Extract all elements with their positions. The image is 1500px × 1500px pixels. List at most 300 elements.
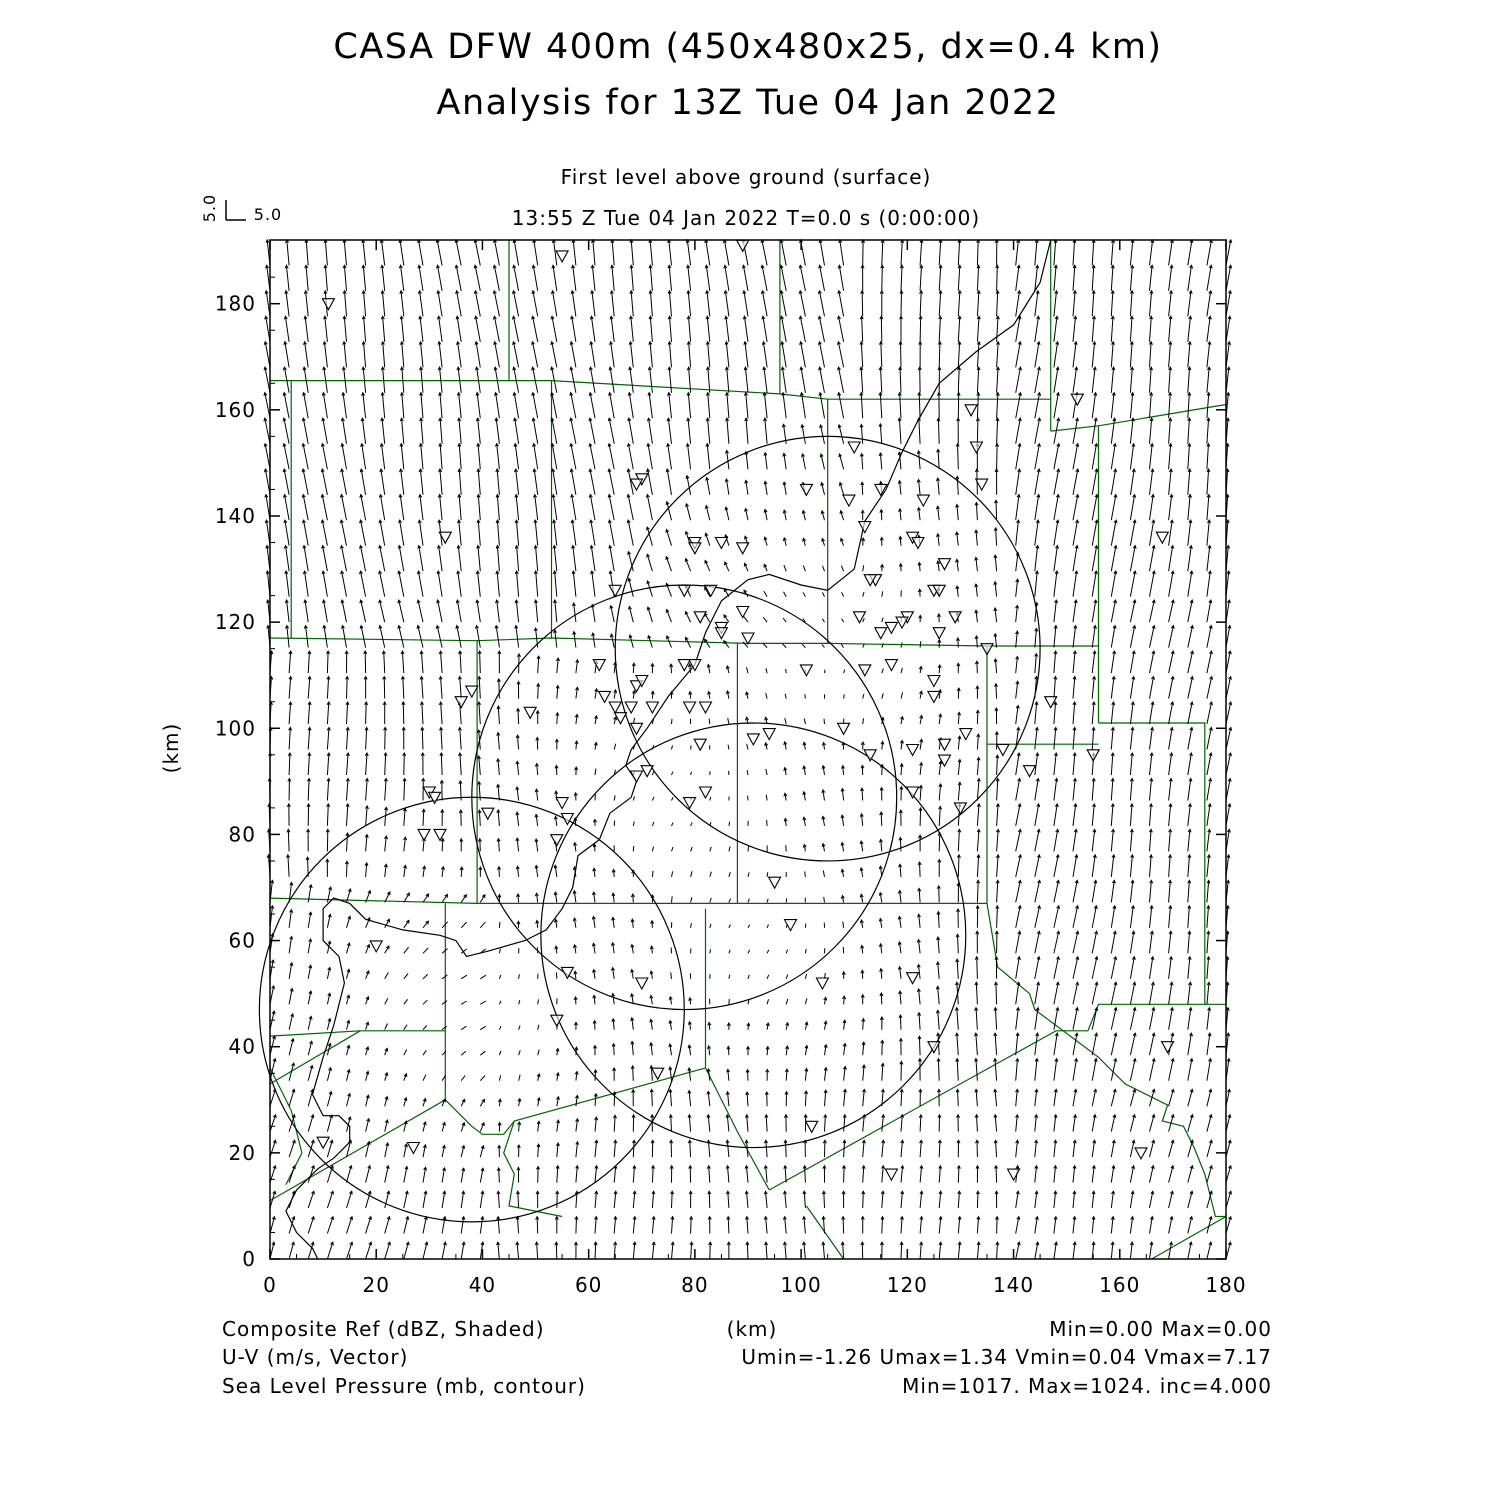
wind-vector	[1150, 702, 1153, 724]
wind-vector	[863, 718, 864, 724]
wind-vector	[820, 240, 824, 266]
wind-vector	[495, 240, 500, 266]
wind-vector	[997, 855, 999, 877]
wind-vector	[479, 702, 480, 724]
wind-vector	[362, 444, 366, 470]
wind-vector	[648, 469, 653, 495]
wind-vector	[729, 975, 730, 979]
wind-vector	[1169, 600, 1174, 622]
wind-vector	[513, 316, 518, 342]
station-marker	[599, 691, 611, 702]
wind-vector	[667, 502, 672, 520]
wind-vector	[1111, 571, 1116, 597]
wind-vector	[709, 1191, 710, 1208]
wind-vector	[1169, 367, 1171, 393]
wind-vector	[362, 418, 365, 444]
wind-vector	[901, 240, 902, 266]
wind-vector	[672, 822, 674, 826]
wind-vector	[303, 469, 308, 495]
footer-right-1: Min=0.00 Max=0.00	[1049, 1317, 1272, 1341]
wind-vector	[402, 393, 404, 419]
wind-vector	[997, 829, 999, 851]
wind-vector	[1150, 571, 1155, 597]
wind-vector	[461, 1026, 466, 1029]
wind-vector	[819, 342, 824, 368]
wind-vector	[882, 693, 884, 698]
wind-vector	[707, 291, 710, 317]
wind-vector	[652, 871, 653, 877]
wind-vector	[938, 449, 939, 469]
wind-vector	[380, 520, 385, 546]
wind-vector	[592, 291, 595, 317]
wind-vector	[341, 495, 346, 521]
wind-vector	[1150, 240, 1153, 266]
wind-vector	[499, 1075, 500, 1080]
wind-vector	[1130, 677, 1133, 699]
wind-vector	[708, 393, 710, 419]
wind-vector	[881, 316, 882, 342]
wind-vector	[1054, 753, 1056, 775]
wind-vector	[652, 1166, 653, 1183]
wind-vector	[1169, 728, 1173, 750]
station-marker	[1162, 1042, 1174, 1053]
wind-vector	[612, 265, 614, 291]
wind-vector	[364, 291, 366, 317]
wind-vector	[480, 975, 486, 979]
wind-vector	[1111, 520, 1116, 546]
wind-vector	[572, 495, 576, 521]
wind-vector	[801, 367, 805, 393]
wind-vector	[766, 668, 767, 673]
wind-vector	[783, 618, 786, 622]
wind-vector	[920, 1115, 921, 1132]
wind-vector	[977, 265, 978, 291]
wind-vector	[324, 600, 328, 622]
wind-vector	[688, 291, 690, 317]
wind-vector	[441, 753, 442, 775]
wind-vector	[977, 957, 978, 979]
station-marker	[434, 829, 446, 840]
wind-vector	[1111, 418, 1114, 444]
wind-vector	[844, 1140, 845, 1157]
wind-vector	[900, 393, 901, 419]
wind-vector	[270, 1115, 276, 1132]
station-marker	[747, 734, 759, 745]
wind-vector	[1035, 495, 1039, 521]
wind-vector	[304, 393, 309, 419]
wind-vector	[538, 1050, 540, 1056]
wind-vector	[958, 240, 959, 266]
wind-vector	[536, 546, 538, 572]
wind-vector	[363, 240, 366, 266]
wind-vector	[710, 949, 711, 953]
wind-vector	[1073, 316, 1076, 342]
wind-vector	[882, 1191, 883, 1208]
wind-vector	[1035, 880, 1040, 902]
wind-vector	[610, 393, 615, 419]
wind-vector	[1035, 982, 1039, 1004]
wind-vector	[327, 1191, 333, 1208]
wind-vector	[1130, 444, 1133, 470]
wind-vector	[919, 1013, 920, 1030]
wind-vector	[805, 998, 807, 1004]
station-marker	[1024, 766, 1036, 777]
wind-vector	[571, 393, 576, 419]
wind-vector	[823, 566, 825, 572]
wind-vector	[801, 342, 806, 368]
wind-vector	[1188, 265, 1192, 291]
wind-vector	[1054, 571, 1057, 597]
wind-vector	[822, 644, 825, 647]
wind-vector	[457, 291, 462, 317]
wind-vector	[1130, 880, 1132, 902]
wind-vector	[647, 495, 652, 521]
wind-vector	[744, 291, 748, 317]
wind-vector	[1016, 553, 1018, 572]
wind-vector	[571, 469, 576, 495]
wind-vector	[688, 418, 691, 444]
wind-vector	[403, 702, 404, 724]
wind-vector	[725, 265, 729, 291]
wind-vector	[748, 950, 750, 953]
wind-vector	[418, 600, 423, 622]
wind-vector	[304, 546, 308, 572]
wind-vector	[767, 899, 768, 903]
wind-vector	[1188, 342, 1190, 368]
wind-vector	[327, 702, 328, 724]
wind-vector	[1207, 651, 1212, 673]
wind-vector	[360, 546, 365, 572]
wind-vector	[976, 1008, 977, 1030]
wind-vector	[901, 692, 903, 698]
wind-vector	[514, 342, 519, 368]
wind-vector	[1169, 469, 1172, 495]
wind-vector	[401, 469, 404, 495]
wind-vector	[1130, 728, 1132, 750]
wind-vector	[1188, 829, 1190, 851]
wind-vector	[459, 469, 461, 495]
wind-vector	[590, 393, 595, 419]
wind-vector	[1054, 1242, 1056, 1259]
vector-scale-u-label: 5.0	[253, 205, 283, 224]
station-marker	[482, 808, 494, 819]
wind-vector	[422, 702, 423, 724]
wind-vector	[1092, 1059, 1096, 1081]
wind-vector	[289, 702, 291, 724]
wind-vector	[325, 240, 327, 266]
wind-vector	[766, 1115, 767, 1132]
wind-vector	[1016, 753, 1019, 775]
wind-vector	[1016, 444, 1020, 470]
wind-vector	[289, 753, 290, 775]
wind-vector	[1188, 1033, 1192, 1055]
wind-vector	[1073, 1033, 1077, 1055]
wind-vector	[322, 469, 327, 495]
wind-vector	[1092, 571, 1096, 597]
wind-vector	[460, 753, 461, 775]
wind-vector	[1130, 804, 1132, 826]
wind-vector	[862, 454, 863, 470]
wind-vector	[423, 1026, 427, 1030]
wind-vector	[1169, 982, 1172, 1004]
wind-vector	[610, 367, 614, 393]
wind-vector	[1073, 1059, 1077, 1081]
wind-vector	[748, 872, 749, 877]
wind-vector	[669, 367, 671, 393]
station-marker	[875, 628, 887, 639]
wind-vector	[1207, 571, 1210, 597]
wind-vector	[862, 291, 863, 317]
wind-vector	[480, 651, 481, 673]
wind-vector	[553, 265, 557, 291]
wind-vector	[1054, 520, 1058, 546]
wind-vector	[1150, 393, 1152, 419]
wind-vector	[366, 728, 367, 750]
wind-vector	[708, 418, 710, 444]
station-marker	[524, 707, 536, 718]
wind-vector	[800, 265, 805, 291]
wind-vector	[590, 367, 595, 393]
wind-vector	[861, 393, 863, 419]
wind-vector	[691, 772, 692, 775]
wind-vector	[1150, 779, 1152, 801]
wind-vector	[629, 578, 634, 596]
footer-left-3: Sea Level Pressure (mb, contour)	[222, 1374, 586, 1398]
wind-vector	[1150, 546, 1155, 572]
wind-vector	[497, 495, 499, 521]
wind-vector	[842, 619, 844, 623]
wind-vector	[763, 316, 767, 342]
wind-vector	[308, 1115, 313, 1132]
wind-vector	[1130, 931, 1133, 953]
station-marker	[907, 745, 919, 756]
wind-vector	[404, 974, 408, 979]
wind-vector	[571, 418, 576, 444]
station-marker	[322, 299, 334, 310]
wind-vector	[595, 769, 596, 775]
wind-vector	[727, 393, 729, 419]
footer-right-2: Umin=-1.26 Umax=1.34 Vmin=0.04 Vmax=7.17	[741, 1345, 1272, 1369]
wind-vector	[1130, 1115, 1134, 1132]
wind-vector	[1169, 1008, 1173, 1030]
wind-vector	[1130, 906, 1133, 928]
wind-vector	[729, 846, 730, 851]
wind-vector	[1169, 1191, 1173, 1208]
wind-vector	[839, 265, 843, 291]
wind-vector	[767, 872, 768, 877]
wind-vector	[423, 1075, 426, 1081]
wind-vector	[418, 571, 423, 597]
wind-vector	[1207, 880, 1209, 902]
wind-vector	[1092, 957, 1097, 979]
wind-vector	[516, 520, 518, 546]
wind-vector	[1207, 855, 1209, 877]
wind-vector	[1054, 931, 1059, 953]
station-marker	[694, 739, 706, 750]
wind-vector	[441, 651, 443, 673]
wind-vector	[1016, 495, 1019, 521]
wind-vector	[1054, 265, 1056, 291]
station-marker	[636, 978, 648, 989]
wind-vector	[553, 469, 557, 495]
wind-vector	[1073, 957, 1078, 979]
wind-vector	[650, 316, 652, 342]
wind-vector	[1016, 520, 1019, 546]
wind-vector	[1130, 1059, 1135, 1081]
wind-vector	[441, 702, 443, 724]
wind-vector	[1207, 1166, 1212, 1183]
wind-vector	[270, 1140, 276, 1157]
x-tick-label: 140	[992, 1273, 1035, 1297]
wind-vector	[1150, 651, 1154, 673]
wind-vector	[843, 922, 844, 928]
wind-vector	[1207, 906, 1209, 928]
wind-vector	[1035, 753, 1038, 775]
wind-vector	[1054, 393, 1059, 419]
wind-vector	[344, 265, 346, 291]
wind-vector	[573, 265, 576, 291]
wind-vector	[1092, 444, 1096, 470]
wind-vector	[440, 469, 442, 495]
wind-vector	[781, 240, 786, 266]
wind-vector	[1188, 626, 1193, 648]
county-boundary-line	[270, 1031, 360, 1084]
wind-vector	[1207, 418, 1209, 444]
county-boundary-line	[1051, 405, 1226, 432]
wind-vector	[343, 393, 347, 419]
wind-vector	[997, 804, 999, 826]
wind-vector	[534, 469, 538, 495]
wind-vector	[920, 316, 921, 342]
wind-vector	[457, 626, 461, 648]
wind-vector	[997, 393, 998, 419]
wind-vector	[515, 444, 518, 470]
wind-vector	[480, 1026, 485, 1029]
wind-vector	[650, 342, 652, 368]
wind-vector	[323, 418, 328, 444]
wind-vector	[650, 367, 653, 393]
wind-vector	[1111, 855, 1114, 877]
wind-vector	[747, 1217, 748, 1234]
y-axis-label: (km)	[159, 722, 183, 774]
wind-vector	[265, 367, 270, 393]
wind-vector	[380, 546, 385, 572]
wind-vector	[519, 1026, 521, 1030]
wind-vector	[802, 425, 805, 444]
wind-vector	[882, 1041, 883, 1056]
wind-vector	[538, 684, 539, 699]
wind-vector	[1130, 855, 1132, 877]
wind-vector	[554, 520, 557, 546]
wind-vector	[440, 393, 442, 419]
wind-vector	[457, 600, 461, 622]
x-tick-label: 0	[263, 1273, 277, 1297]
wind-vector	[534, 240, 538, 266]
radar-range-ring	[541, 723, 966, 1148]
wind-vector	[900, 367, 901, 393]
wind-vector	[496, 418, 499, 444]
wind-vector	[766, 769, 767, 775]
wind-vector	[649, 418, 653, 444]
station-marker	[737, 607, 749, 618]
wind-vector	[1035, 240, 1037, 266]
axes	[215, 240, 1247, 1297]
wind-vector	[285, 316, 289, 342]
wind-vector	[421, 342, 424, 368]
wind-vector	[303, 444, 308, 470]
wind-vector	[958, 855, 959, 877]
wind-vector	[1130, 600, 1135, 622]
wind-vector	[344, 342, 347, 368]
wind-vector	[1130, 291, 1132, 317]
wind-vector	[592, 265, 595, 291]
wind-vector	[764, 591, 767, 597]
wind-vector	[977, 342, 979, 368]
wind-vector	[1207, 1059, 1211, 1081]
wind-vector	[1073, 418, 1078, 444]
wind-vector	[1016, 1008, 1019, 1030]
wind-vector	[1130, 779, 1132, 801]
wind-vector	[438, 600, 443, 622]
wind-vector	[593, 240, 595, 266]
wind-vector	[1188, 982, 1191, 1004]
wind-vector	[1054, 240, 1056, 266]
wind-vector	[997, 342, 999, 368]
wind-vector	[1207, 291, 1211, 317]
wind-vector	[1130, 702, 1133, 724]
wind-vector	[1035, 520, 1038, 546]
y-tick-label: 140	[214, 503, 256, 528]
wind-vector	[1207, 546, 1210, 572]
wind-vector	[366, 753, 367, 775]
wind-vector	[265, 418, 270, 444]
wind-vector	[901, 1242, 902, 1259]
wind-vector	[308, 753, 309, 775]
station-marker	[1156, 532, 1168, 543]
wind-vector	[1188, 1059, 1192, 1081]
station-marker	[875, 484, 887, 495]
wind-vector	[576, 1217, 577, 1234]
wind-vector	[612, 291, 615, 317]
wind-vector	[614, 1115, 615, 1131]
wind-vector	[402, 418, 404, 444]
wind-vector	[920, 862, 921, 877]
wind-vector	[347, 833, 348, 851]
wind-vector	[977, 710, 978, 724]
wind-vector	[628, 495, 633, 521]
wind-vector	[786, 898, 787, 902]
wind-vector	[361, 495, 366, 521]
wind-vector	[899, 418, 901, 444]
wind-vector	[1150, 1115, 1155, 1132]
wind-vector	[1111, 1166, 1114, 1183]
wind-vector	[1111, 469, 1115, 495]
wind-vector	[882, 618, 883, 623]
station-marker	[625, 702, 637, 713]
station-marker	[646, 702, 658, 713]
wind-vector	[284, 393, 289, 419]
wind-vector	[590, 495, 595, 521]
wind-vector	[1207, 1089, 1211, 1106]
wind-vector	[841, 566, 843, 572]
wind-vector	[286, 291, 289, 317]
wind-vector	[1188, 728, 1192, 750]
wind-vector	[289, 728, 290, 750]
wind-vector	[1016, 240, 1019, 266]
wind-vector	[458, 571, 461, 597]
wind-vector	[557, 1166, 558, 1183]
wind-vector	[708, 367, 710, 393]
